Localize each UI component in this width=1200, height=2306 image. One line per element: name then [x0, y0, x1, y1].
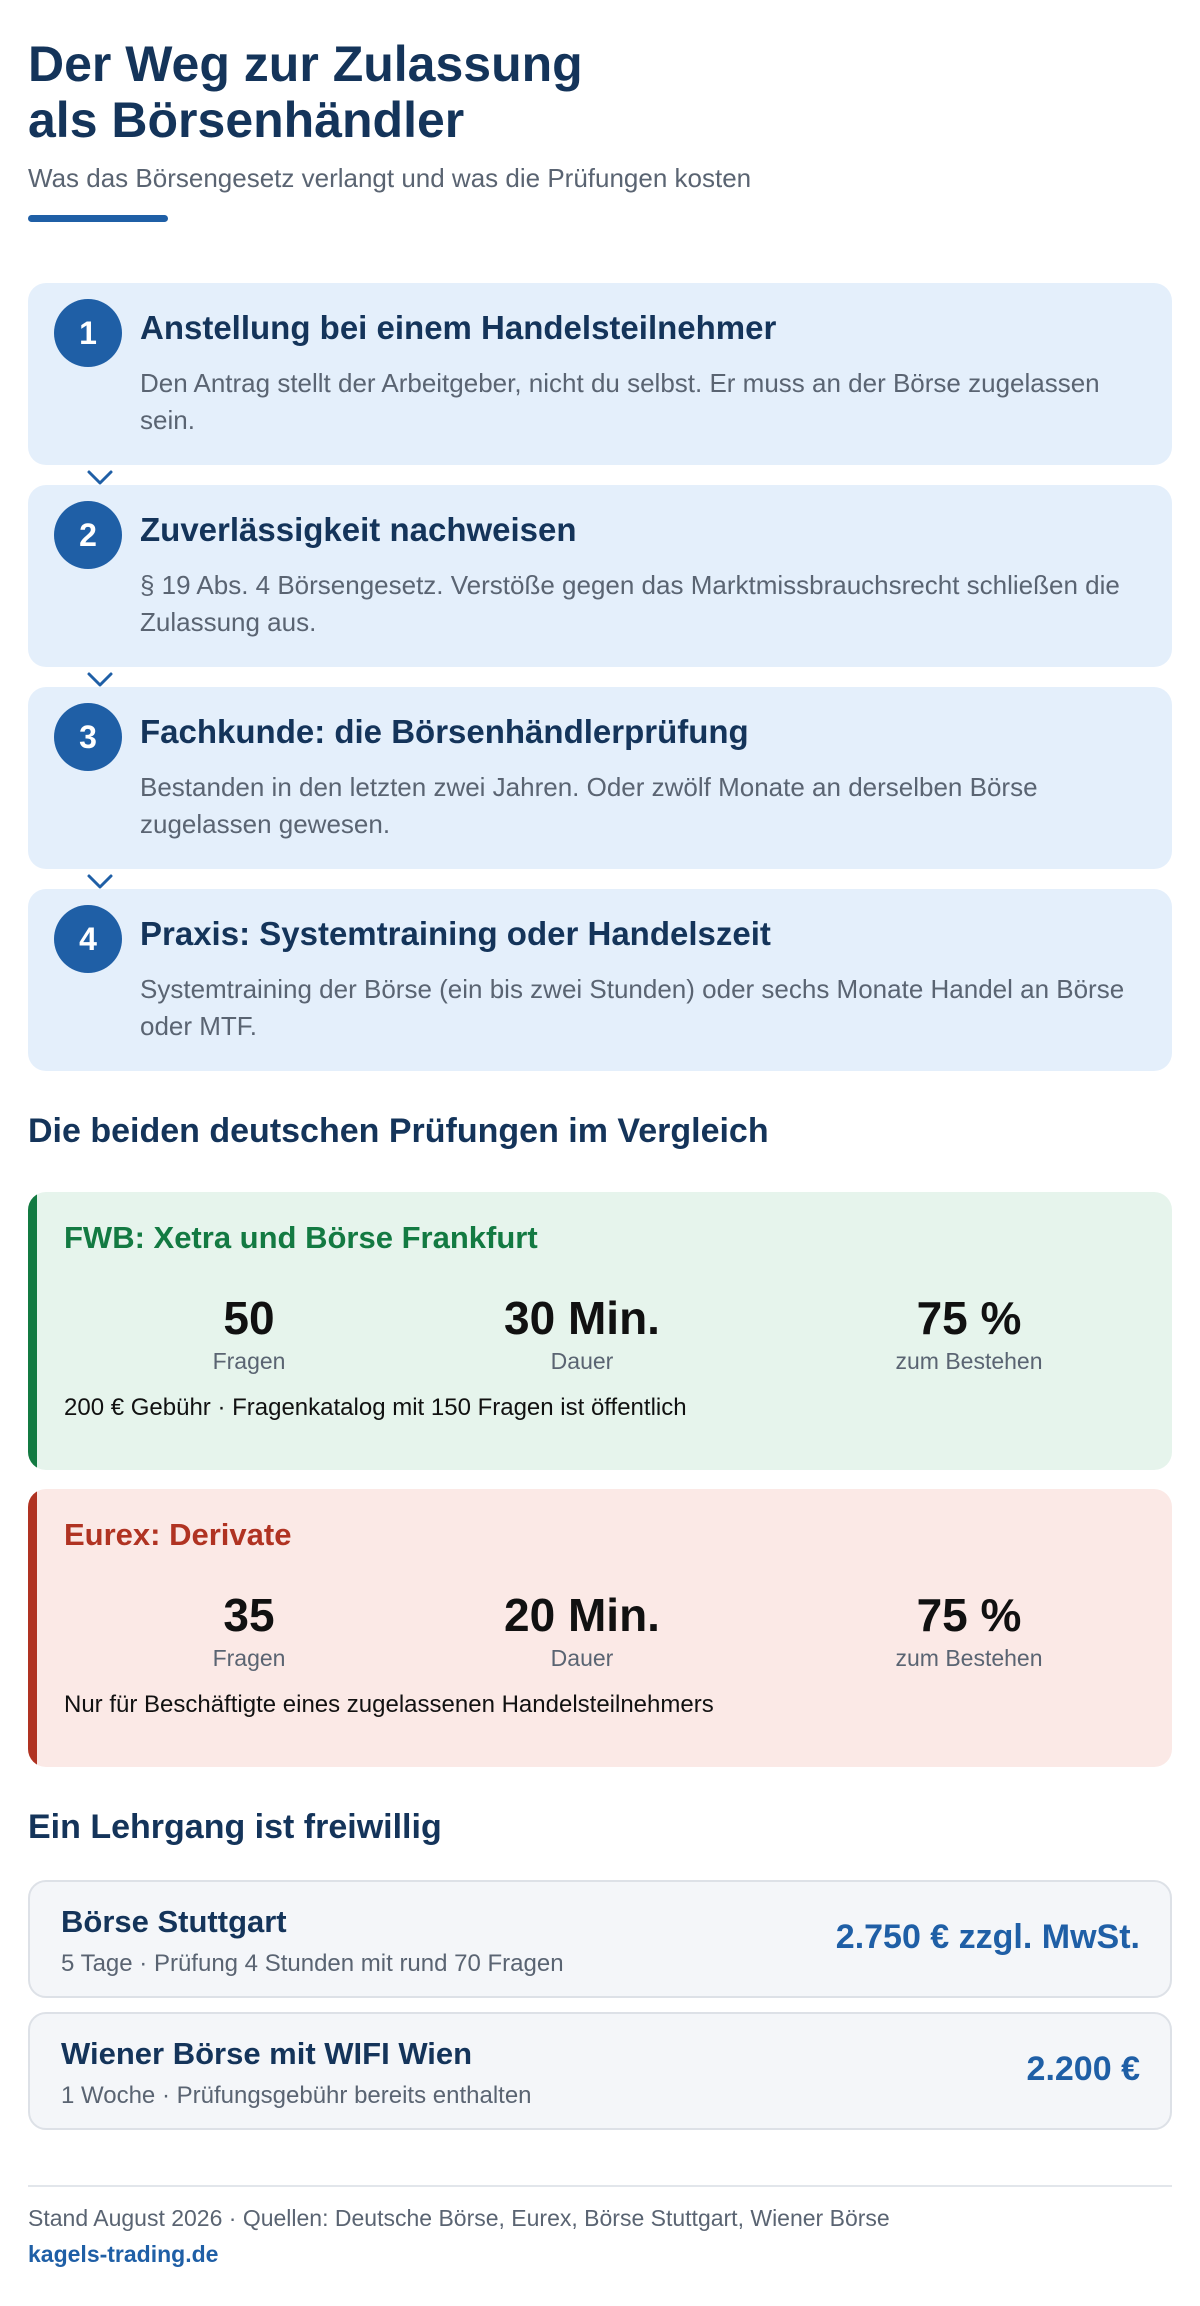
step-card-2 — [28, 485, 1172, 667]
step-number-badge: 4 — [54, 905, 122, 973]
comparison-heading: Die beiden deutschen Prüfungen im Vergleich — [28, 1112, 769, 1150]
step-number-badge: 2 — [54, 501, 122, 569]
step-number-badge: 3 — [54, 703, 122, 771]
course-price: 2.200 € — [1026, 2050, 1140, 2088]
course-price: 2.750 € zzgl. MwSt. — [835, 1918, 1140, 1956]
exam-note: Nur für Beschäftigte eines zugelassenen Handelsteilnehmers — [64, 1691, 714, 1718]
course-detail: 1 Woche · Prüfungsgebühr bereits enthalten — [61, 2082, 532, 2109]
stat-value: 20 Min. — [504, 1589, 660, 1641]
stat-label: Fragen — [212, 1645, 286, 1671]
step-title: Fachkunde: die Börsenhändlerprüfung — [140, 713, 749, 750]
step-card-3 — [28, 687, 1172, 869]
stat-label: Dauer — [550, 1645, 614, 1671]
exam-title: Eurex: Derivate — [64, 1517, 292, 1552]
stat-value: 50 — [223, 1292, 275, 1344]
page-title — [28, 36, 928, 148]
step-description: Den Antrag stellt der Arbeitgeber, nicht du selbst. Er muss an der Börse zugelassen sein. — [140, 368, 1100, 435]
exam-stat-pass-rate — [819, 1589, 1119, 1672]
stat-label: zum Bestehen — [895, 1348, 1043, 1374]
exam-stat-pass-rate — [819, 1292, 1119, 1375]
stat-value: 75 % — [916, 1589, 1022, 1641]
step-description: Systemtraining der Börse (ein bis zwei Stunden) oder sechs Monate Handel an Börse oder MTF. — [140, 974, 1125, 1041]
exam-card-eurex — [28, 1489, 1172, 1767]
course-name: Wiener Börse mit WIFI Wien — [61, 2036, 473, 2071]
page-title-line-1: Der Weg zur Zulassung — [28, 36, 583, 92]
exam-stat-questions — [99, 1292, 399, 1375]
step-card-4 — [28, 889, 1172, 1071]
exam-title: FWB: Xetra und Börse Frankfurt — [64, 1220, 538, 1255]
course-card-wien — [28, 2012, 1172, 2130]
course-card-stuttgart — [28, 1880, 1172, 1998]
courses-heading: Ein Lehrgang ist freiwillig — [28, 1808, 442, 1846]
step-description: § 19 Abs. 4 Börsengesetz. Verstöße gegen das Marktmissbrauchsrecht schließen die Zulassung aus. — [140, 570, 1120, 637]
exam-stat-questions — [99, 1589, 399, 1672]
course-detail: 5 Tage · Prüfung 4 Stunden mit rund 70 Fragen — [61, 1950, 564, 1977]
step-card-1 — [28, 283, 1172, 465]
step-description: Bestanden in den letzten zwei Jahren. Oder zwölf Monate an derselben Börse zugelassen gewesen. — [140, 772, 1038, 839]
footer-brand-link[interactable]: kagels-trading.de — [28, 2241, 219, 2267]
footer-sources: Stand August 2026 · Quellen: Deutsche Börse, Eurex, Börse Stuttgart, Wiener Börse — [28, 2205, 890, 2231]
step-number-badge: 1 — [54, 299, 122, 367]
exam-accent-bar — [28, 1192, 37, 1470]
exam-card-fwb — [28, 1192, 1172, 1470]
stat-value: 35 — [223, 1589, 275, 1641]
exam-accent-bar — [28, 1489, 37, 1767]
step-title: Anstellung bei einem Handelsteilnehmer — [140, 309, 777, 346]
exam-stat-duration — [432, 1589, 732, 1672]
stat-label: Fragen — [212, 1348, 286, 1374]
stat-label: Dauer — [550, 1348, 614, 1374]
stat-value: 75 % — [916, 1292, 1022, 1344]
title-accent-rule — [28, 215, 168, 222]
step-title: Zuverlässigkeit nachweisen — [140, 511, 577, 548]
exam-note: 200 € Gebühr · Fragenkatalog mit 150 Fragen ist öffentlich — [64, 1394, 687, 1421]
page-subtitle: Was das Börsengesetz verlangt und was die Prüfungen kosten — [28, 163, 752, 193]
course-name: Börse Stuttgart — [61, 1904, 287, 1939]
exam-stat-duration — [432, 1292, 732, 1375]
footer-divider — [28, 2185, 1172, 2187]
step-title: Praxis: Systemtraining oder Handelszeit — [140, 915, 771, 952]
stat-value: 30 Min. — [504, 1292, 660, 1344]
stat-label: zum Bestehen — [895, 1645, 1043, 1671]
page-title-line-2: als Börsenhändler — [28, 92, 465, 148]
